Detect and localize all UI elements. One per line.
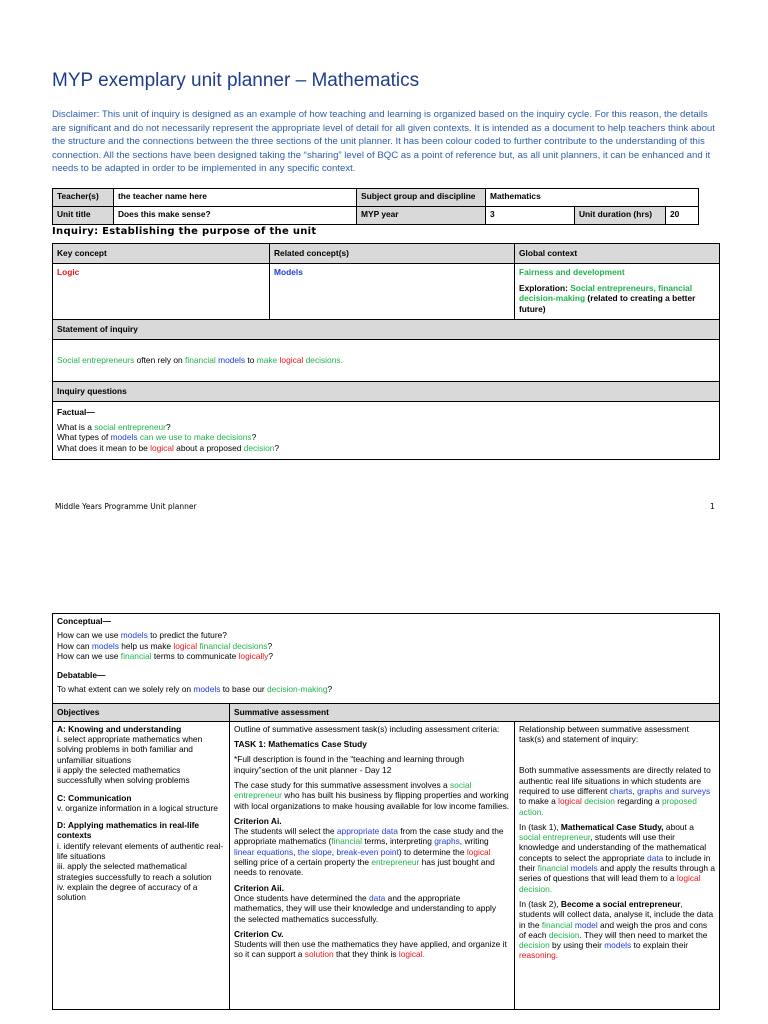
unit-header-table [52,188,699,225]
year-label: MYP year [357,207,486,225]
conceptual-questions [53,614,720,704]
statement-of-inquiry: Social entrepreneurs often rely on financial models to make logical decisions. [53,340,720,382]
debatable-label: Debatable— [57,670,106,681]
page-title: MYP exemplary unit planner – Mathematics [52,70,420,91]
criterion-aii-title: Criterion Aii. [234,882,284,893]
objective-d-i: i. identify relevant elements of authentic real-life situations [57,840,224,862]
footer-label: Middle Years Programme Unit planner [55,502,197,511]
criterion-aii-text: Once students have determined the data and the appropriate mathematics, they will use their knowledge and understanding to apply the selected mathematics successfully. [234,892,497,924]
year-value: 3 [486,207,575,225]
conceptual-q2: How can models help us make logical financial decisions? [57,640,273,651]
key-concept-label: Key concept [53,244,270,264]
inquiry-questions-label: Inquiry questions [53,382,720,402]
objective-a-ii: ii apply the selected mathematics successfully when solving problems [57,764,190,786]
objective-a-i: i. select appropriate mathematics when solving problems in both familiar and unfamiliar situations [57,734,203,765]
page2-table [52,613,720,1010]
subject-label: Subject group and discipline [357,189,486,207]
teacher-value: the teacher name here [114,189,357,207]
criterion-cv-text: Students will then use the mathematics they have applied, and organize it so it can support a solution that they think is logical. [234,939,507,960]
relationship-p1: Both summative assessments are directly related to authentic real life situations in which students are required to use different charts, graphs and surveys to make a logical decision regarding a proposed action. [519,765,711,817]
factual-q2: What types of models can we use to make decisions? [57,432,257,442]
exploration-note: (related to creating a better future) [519,293,696,314]
relationship-cell [515,721,720,1009]
debatable-q1: To what extent can we solely rely on models to base our decision-making? [57,684,333,695]
objective-a-title: A: Knowing and understanding [57,723,182,734]
criterion-ai-text: The students will select the appropriate data from the case study and the appropriate mathematics (financial terms, interpreting graphs, writing linear equations, the slope, break-even point) to determine the logical selling price of a certain property the entrepreneur has just bought and needs to renovate. [234,826,504,878]
exploration-value: Social entrepreneurs, financial decision-making [519,282,693,303]
factual-label: Factual— [57,407,95,417]
statement-label: Statement of inquiry [53,320,720,340]
objective-d-title: D: Applying mathematics in real-life contexts [57,820,200,841]
objective-d-iv: iv. explain the degree of accuracy of a solution [57,881,198,903]
criterion-ai-title: Criterion Ai. [234,815,282,826]
relationship-p3: In (task 2), Become a social entrepreneur, students will collect data, analyse it, include the data in the financial model and weigh the pros and cons of each decision. They will then need to market the decision by using their models to explain their reasoning. [519,898,714,961]
subject-value: Mathematics [486,189,699,207]
objectives-label: Objectives [53,703,230,721]
related-concept-label: Related concept(s) [270,244,515,264]
unit-title-value: Does this make sense? [114,207,357,225]
conceptual-label: Conceptual— [57,616,111,626]
objectives-cell [53,721,230,1009]
related-concept-value: Models [270,264,515,320]
conceptual-q3: How can we use financial terms to communicate logically? [57,650,274,661]
global-context-label: Global context [515,244,720,264]
summative-outline: Outline of summative assessment task(s) including assessment criteria: [234,723,500,734]
duration-label: Unit duration (hrs) [575,207,666,225]
disclaimer: Disclaimer: This unit of inquiry is designed as an example of how teaching and learning is organized based on the inquiry cycle. For this reason, the details are significant and do not necessarily represent the appropriate level of detail for all given contexts. It is intended as a document to help teachers think about the structure and the connections between the three sections of the unit planner. It has been colour coded to further contribute to the understanding of this connection. All the sections have been designed taking the “sharing” level of BQC as a point of reference but, as all unit planners, it can be enhanced and it needs to be adapted in order to be implemented in any specific context. [52,109,715,174]
key-concept-value: Logic [53,264,270,320]
factual-q1: What is a social entrepreneur? [57,421,171,432]
criterion-cv-title: Criterion Cv. [234,928,284,939]
objective-d-iii: iii. apply the selected mathematical strategies successfully to reach a solution [57,861,212,882]
objective-c-title: C: Communication [57,792,132,803]
summative-cell [230,721,515,1009]
task1-title: TASK 1: Mathematics Case Study [234,739,367,750]
global-context-cell [515,264,720,320]
relationship-heading: Relationship between summative assessment task(s) and statement of inquiry: [519,723,689,745]
exploration-label: Exploration: [519,282,568,293]
summative-label: Summative assessment [230,703,720,721]
global-context-value: Fairness and development [519,267,625,277]
case-study-description: The case study for this summative assessment involves a social entrepreneur who has built his business by flipping properties and working with local organizations to make housing available for low income families. [234,779,510,811]
unit-title-label: Unit title [53,207,114,225]
relationship-p2: In (task 1), Mathematical Case Study, about a social entrepreneur, students will use their knowledge and understanding of the mathematical concepts to select the appropriate data to include in their financial models and apply the results through a series of questions that will lead them to a logical decision. [519,821,716,894]
full-description-note: *Full description is found in the “teaching and learning through inquiry”section of the unit planner - Day 12 [234,754,464,775]
teacher-label: Teacher(s) [53,189,114,207]
inquiry-table [52,243,720,460]
page-number: 1 [710,502,715,511]
duration-value: 20 [666,207,699,225]
conceptual-q1: How can we use models to predict the future? [57,630,227,641]
objective-c-v: v. organize information in a logical structure [57,802,218,813]
section-title: Inquiry: Establishing the purpose of the unit [52,226,317,237]
factual-questions [53,402,720,460]
factual-q3: What does it mean to be logical about a proposed decision? [57,442,280,453]
